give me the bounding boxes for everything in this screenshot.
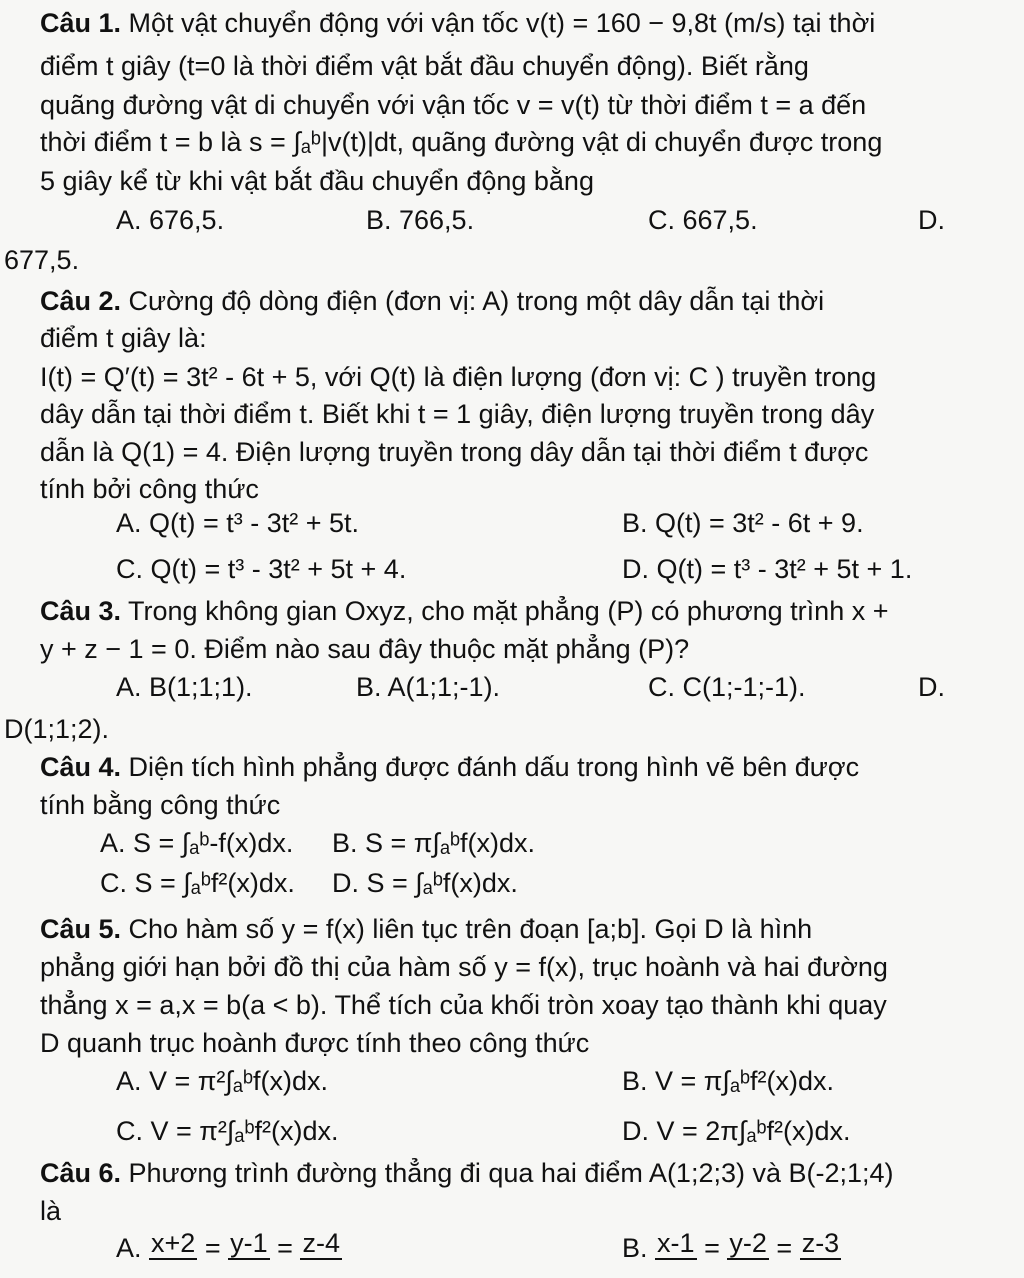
q6-line-1	[40, 1156, 894, 1190]
q6-option-b[interactable]	[622, 1228, 841, 1272]
q1-text-1: Một vật chuyển động với vận tốc v(t) = 160 − 9,8t (m/s) tại thời	[121, 8, 876, 38]
q1-option-c[interactable]: C. 667,5.	[648, 205, 758, 235]
q3-text-1: Trong không gian Oxyz, cho mặt phẳng (P) có phương trình x +	[121, 596, 889, 626]
q2-line-3: I(t) = Q′(t) = 3t² - 6t + 5, với Q(t) là điện lượng (đơn vị: C ) truyền trong	[40, 362, 877, 392]
q1-line-1	[40, 6, 875, 40]
q1-option-a[interactable]: A. 676,5.	[116, 205, 225, 235]
q2-line-6: tính bởi công thức	[40, 474, 259, 504]
q2-line-5: dẫn là Q(1) = 4. Điện lượng truyền trong dây dẫn tại thời điểm t được	[40, 437, 869, 467]
q2-line-4: dây dẫn tại thời điểm t. Biết khi t = 1 giây, điện lượng truyền trong dây	[40, 399, 875, 429]
q4-line-2: tính bằng công thức	[40, 790, 281, 820]
q6-b-num-x: x-1	[657, 1228, 695, 1258]
q5-line-4: D quanh trục hoành được tính theo công thức	[40, 1028, 590, 1058]
q5-option-a[interactable]: A. V = π²∫ₐᵇf(x)dx.	[116, 1066, 329, 1096]
q1-option-d-value: 677,5.	[4, 245, 80, 275]
q3-label: Câu 3.	[40, 596, 122, 626]
q1-line-3: quãng đường vật di chuyển với vận tốc v = v(t) từ thời điểm t = a đến	[40, 90, 867, 120]
q6-text-1: Phương trình đường thẳng đi qua hai điểm A(1;2;3) và B(-2;1;4)	[121, 1158, 894, 1188]
q6-option-a-frac-z	[300, 1228, 342, 1272]
q6-option-a-frac-y	[228, 1228, 270, 1272]
q5-text-1: Cho hàm số y = f(x) liên tục trên đoạn [a;b]. Gọi D là hình	[121, 914, 813, 944]
q3-option-d[interactable]: D.	[918, 672, 945, 702]
q3-option-d-value: D(1;1;2).	[4, 714, 110, 744]
q2-label: Câu 2.	[40, 286, 122, 316]
q6-option-b-letter: B.	[622, 1233, 648, 1264]
q4-option-a[interactable]: A. S = ∫ₐᵇ-f(x)dx.	[100, 828, 294, 858]
q4-option-c[interactable]: C. S = ∫ₐᵇf²(x)dx.	[100, 868, 295, 898]
q6-b-eq-2: =	[776, 1233, 793, 1264]
q6-a-num-x: x+2	[151, 1228, 196, 1258]
q2-line-2: điểm t giây là:	[40, 323, 207, 353]
q3-line-1	[40, 594, 888, 628]
q4-option-b[interactable]: B. S = π∫ₐᵇf(x)dx.	[332, 828, 536, 858]
q6-option-a-letter: A.	[116, 1233, 142, 1264]
q6-option-b-frac-z	[800, 1228, 842, 1272]
q6-line-2: là	[40, 1196, 62, 1226]
q1-line-5: 5 giây kể từ khi vật bắt đầu chuyển động bằng	[40, 166, 594, 196]
q6-option-b-frac-x	[655, 1228, 697, 1272]
q2-option-a[interactable]: A. Q(t) = t³ - 3t² + 5t.	[116, 508, 360, 538]
q6-b-num-z: z-3	[801, 1228, 840, 1258]
q4-text-1: Diện tích hình phẳng được đánh dấu trong hình vẽ bên được	[121, 752, 860, 782]
q5-line-2: phẳng giới hạn bởi đồ thị của hàm số y = f(x), trục hoành và hai đường	[40, 952, 888, 982]
q3-option-c[interactable]: C. C(1;-1;-1).	[648, 672, 806, 702]
q5-line-1	[40, 912, 812, 946]
q6-option-a-frac-x	[149, 1228, 197, 1272]
q3-line-2: y + z − 1 = 0. Điểm nào sau đây thuộc mặt phẳng (P)?	[40, 634, 690, 664]
q6-label: Câu 6.	[40, 1158, 122, 1188]
q4-label: Câu 4.	[40, 752, 122, 782]
q5-option-b[interactable]: B. V = π∫ₐᵇf²(x)dx.	[622, 1066, 835, 1096]
q5-option-d[interactable]: D. V = 2π∫ₐᵇf²(x)dx.	[622, 1116, 851, 1146]
q1-option-b[interactable]: B. 766,5.	[366, 205, 475, 235]
q6-b-eq-1: =	[704, 1233, 720, 1264]
q5-option-c[interactable]: C. V = π²∫ₐᵇf²(x)dx.	[116, 1116, 339, 1146]
q2-option-d[interactable]: D. Q(t) = t³ - 3t² + 5t + 1.	[622, 554, 913, 584]
q1-line-4: thời điểm t = b là s = ∫ₐᵇ|v(t)|dt, quãng đường vật di chuyển được trong	[40, 127, 883, 157]
q6-a-num-z: z-4	[302, 1228, 340, 1258]
q4-option-d[interactable]: D. S = ∫ₐᵇf(x)dx.	[332, 868, 518, 898]
q6-a-eq-2: =	[277, 1233, 293, 1264]
q1-option-d[interactable]: D.	[918, 205, 945, 235]
q3-option-a[interactable]: A. B(1;1;1).	[116, 672, 253, 702]
q6-b-num-y: y-2	[729, 1228, 767, 1258]
q4-line-1	[40, 750, 859, 784]
q2-line-1	[40, 284, 824, 318]
q2-text-1: Cường độ dòng điện (đơn vị: A) trong một dây dẫn tại thời	[121, 286, 825, 316]
q6-option-a[interactable]	[116, 1228, 342, 1272]
q6-option-b-frac-y	[727, 1228, 769, 1272]
q2-option-b[interactable]: B. Q(t) = 3t² - 6t + 9.	[622, 508, 864, 538]
q5-line-3: thẳng x = a,x = b(a < b). Thể tích của khối tròn xoay tạo thành khi quay	[40, 990, 887, 1020]
q2-option-c[interactable]: C. Q(t) = t³ - 3t² + 5t + 4.	[116, 554, 407, 584]
q5-label: Câu 5.	[40, 914, 122, 944]
q6-a-eq-1: =	[204, 1233, 221, 1264]
q1-label: Câu 1.	[40, 8, 122, 38]
q6-a-num-y: y-1	[230, 1228, 268, 1258]
q1-line-2: điểm t giây (t=0 là thời điểm vật bắt đầu chuyển động). Biết rằng	[40, 51, 809, 81]
q3-option-b[interactable]: B. A(1;1;-1).	[356, 672, 501, 702]
